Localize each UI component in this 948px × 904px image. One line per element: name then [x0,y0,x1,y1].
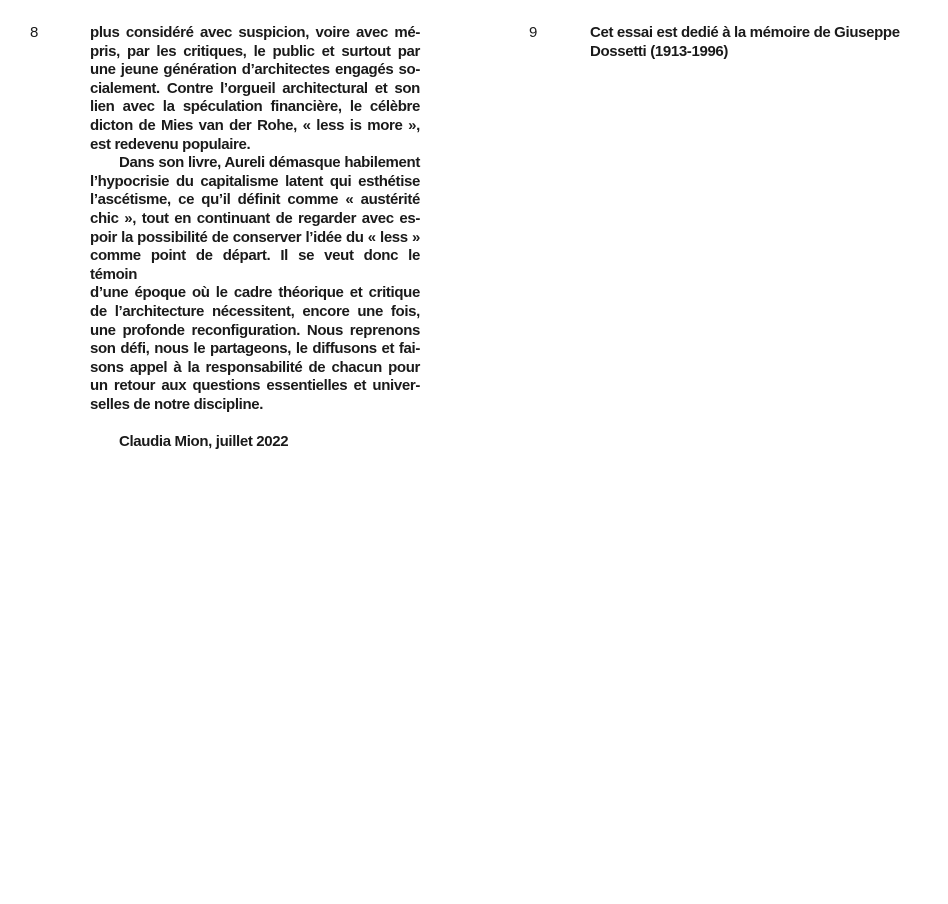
text-line: Dans son livre, Aureli démasque habilement [119,154,420,172]
text-line: selles de notre discipline. [90,395,264,413]
text-line: lien avec la spéculation financière, le célèbre [90,98,420,116]
text-line: sons appel à la responsabilité de chacun pour [90,358,420,376]
text-line: une profonde reconfiguration. Nous reprenons [90,321,420,339]
text-line: Cet essai est dedié à la mémoire de Giuseppe [590,24,900,41]
left-page-text [90,24,420,452]
text-line: d’une époque où le cadre théorique et critique [90,284,420,302]
dedication-text [590,24,920,61]
text-line: poir la possibilité de conserver l’idée du « less » [90,228,420,246]
text-line: son défi, nous le partageons, le diffusons et fai- [90,340,420,358]
text-line: l’ascétisme, ce qu’il définit comme « austérité [90,191,420,209]
text-line: comme point de départ. Il se veut donc le témoin [90,247,420,283]
text-line: Dossetti (1913-1996) [590,42,729,60]
text-line: l’hypocrisie du capitalisme latent qui esthétise [90,172,420,190]
text-line: un retour aux questions essentielles et univer- [90,377,420,395]
text-line: dicton de Mies van der Rohe, « less is more », [90,116,420,134]
page-number-left: 8 [30,24,39,41]
signature: Claudia Mion, juillet 2022 [119,433,289,451]
text-line: pris, par les critiques, le public et surtout par [90,42,420,60]
text-line: est redevenu populaire. [90,135,251,153]
text-line: chic », tout en continuant de regarder avec es- [90,209,420,227]
text-line: de l’architecture nécessitent, encore une fois, [90,302,420,320]
text-line: une jeune génération d’architectes engagés so- [90,61,420,79]
page-number-right: 9 [529,24,538,41]
text-line: plus considéré avec suspicion, voire avec mé- [90,24,420,41]
text-line: cialement. Contre l’orgueil architectural et son [90,79,420,97]
